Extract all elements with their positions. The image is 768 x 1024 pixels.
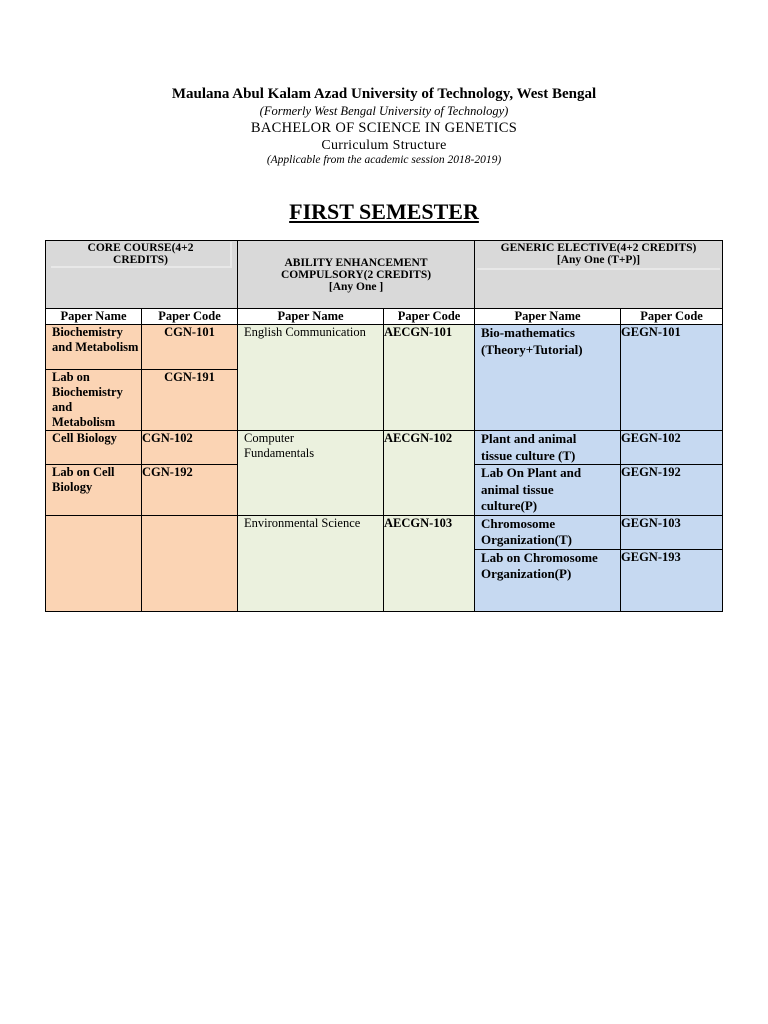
ge-paper-name: Plant and animal tissue culture (T) [475,431,621,465]
curriculum-table [45,240,723,612]
generic-elective-group-header [475,241,723,309]
aec-paper-name: Computer Fundamentals [238,431,384,516]
core-paper-name: Cell Biology [46,431,142,465]
ge-paper-code-header: Paper Code [621,309,723,325]
core-paper-code: CGN-101 [142,325,238,370]
ge-paper-code: GEGN-103 [621,515,723,549]
ge-paper-name-header: Paper Name [475,309,621,325]
aec-paper-name-header: Paper Name [238,309,384,325]
aec-paper-name: English Communication [238,325,384,431]
core-group-line1: CORE COURSE(4+2 [87,242,194,254]
semester-title: FIRST SEMESTER [289,199,479,224]
core-empty-cell [46,515,142,611]
core-course-group-header [46,241,238,309]
aec-group-header [238,241,475,309]
core-paper-code: CGN-191 [142,370,238,431]
applicable-session: (Applicable from the academic session 2018-2019) [266,154,502,166]
aec-paper-code: AECGN-102 [384,431,475,516]
curriculum-title: Curriculum Structure [321,138,447,153]
aec-group-line2: COMPULSORY(2 CREDITS) [280,268,432,281]
core-paper-name: Lab on Cell Biology [46,465,142,516]
core-paper-name: Biochemistry and Metabolism [46,325,142,370]
ge-group-line1: GENERIC ELECTIVE(4+2 CREDITS) [500,242,697,254]
ge-paper-code: GEGN-101 [621,325,723,431]
ge-paper-code: GEGN-192 [621,465,723,516]
core-group-line2: CREDITS) [113,254,168,266]
university-name: Maulana Abul Kalam Azad University of Technology, West Bengal [171,86,597,102]
core-paper-name: Lab on Biochemistry and Metabolism [46,370,142,431]
degree-title: BACHELOR OF SCIENCE IN GENETICS [250,120,518,136]
group-header-row [46,241,723,309]
aec-paper-name: Environmental Science [238,515,384,611]
former-name: (Formerly West Bengal University of Technology) [259,104,509,118]
table-row [46,431,723,465]
aec-paper-code-header: Paper Code [384,309,475,325]
ge-paper-name: Bio-mathematics (Theory+Tutorial) [475,325,621,431]
aec-paper-code: AECGN-103 [384,515,475,611]
ge-paper-name: Lab on Chromosome Organization(P) [475,549,621,611]
core-paper-code: CGN-102 [142,431,238,465]
aec-group-line3: [Any One ] [328,280,384,293]
core-paper-code-header: Paper Code [142,309,238,325]
table-row [46,325,723,370]
core-empty-cell [142,515,238,611]
column-header-row [46,309,723,325]
core-paper-code: CGN-192 [142,465,238,516]
aec-group-line1: ABILITY ENHANCEMENT [284,256,428,269]
ge-group-line2: [Any One (T+P)] [556,254,641,266]
aec-paper-code: AECGN-101 [384,325,475,431]
ge-paper-code: GEGN-193 [621,549,723,611]
core-paper-name-header: Paper Name [46,309,142,325]
ge-paper-name: Lab On Plant and animal tissue culture(P) [475,465,621,516]
table-row [46,515,723,549]
ge-paper-code: GEGN-102 [621,431,723,465]
ge-paper-name: Chromosome Organization(T) [475,515,621,549]
